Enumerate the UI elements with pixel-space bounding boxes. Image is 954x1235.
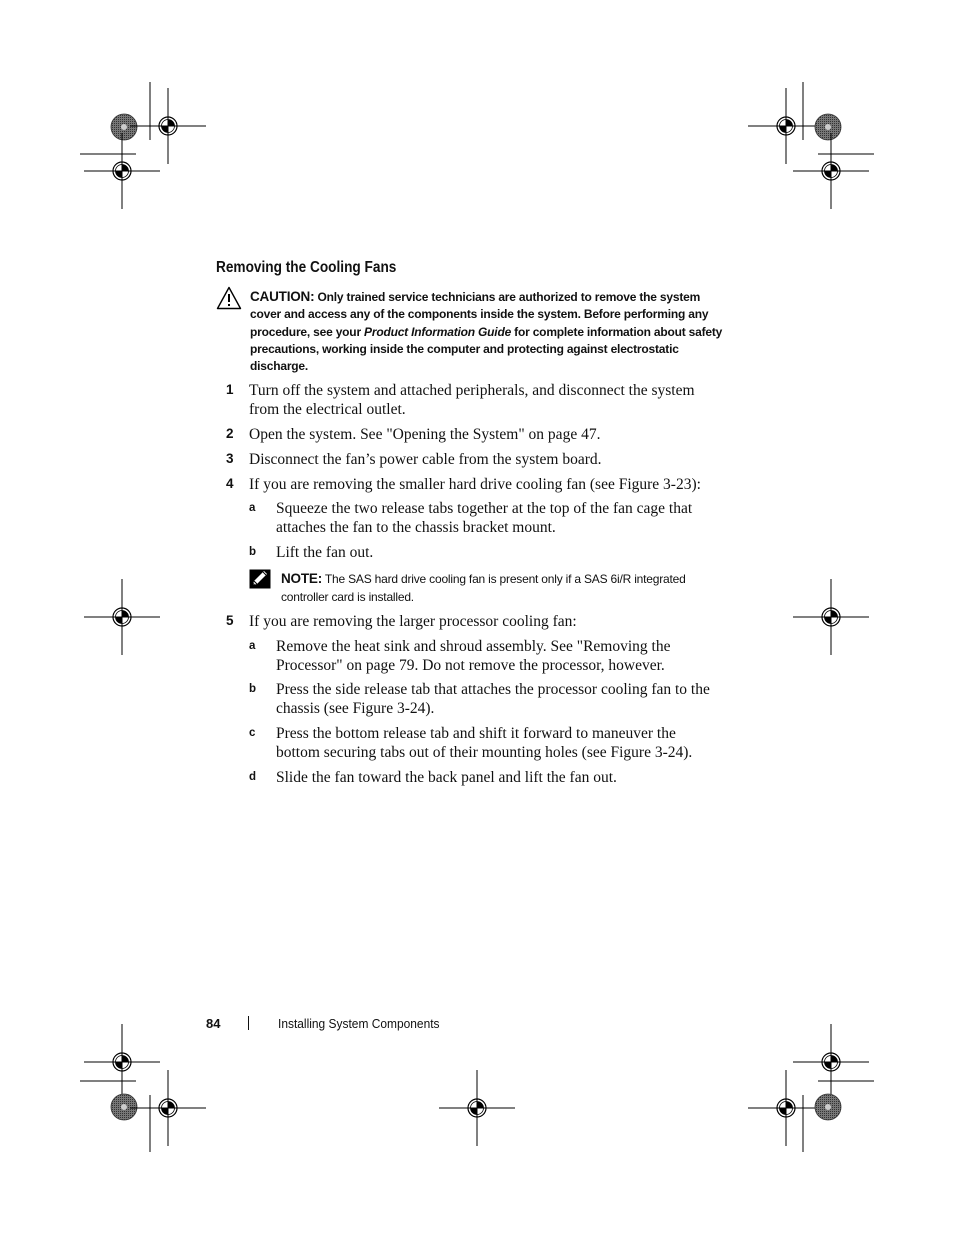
substep-letter: b — [249, 546, 257, 558]
step-number: 4 — [226, 476, 234, 491]
substep-letter: d — [249, 771, 257, 783]
page-number: 84 — [206, 1016, 221, 1031]
substep-text: Slide the fan toward the back panel and lift the fan out. — [276, 769, 617, 786]
step-number: 3 — [226, 451, 234, 466]
pencil-note-icon — [249, 569, 271, 589]
substep-text: Press the side release tab that attaches the processor cooling fan to the chassis (see Figure 3-24). — [276, 681, 710, 717]
note-text — [281, 570, 731, 606]
substep-letter: c — [249, 727, 256, 739]
step-text: Turn off the system and attached peripherals, and disconnect the system from the electrical outlet. — [249, 382, 695, 418]
substep-text: Press the bottom release tab and shift it forward to maneuver the bottom securing tabs out of their mounting holes (see Figure 3-24). — [276, 725, 693, 761]
step-text: If you are removing the larger processor cooling fan: — [249, 613, 577, 630]
substep-text: Remove the heat sink and shroud assembly. See "Removing the Processor" on page 79. Do not remove the processor, however. — [276, 638, 671, 674]
footer-divider — [248, 1016, 249, 1030]
step-text: Open the system. See "Opening the System" on page 47. — [249, 426, 601, 443]
step-text: Disconnect the fan’s power cable from the system board. — [249, 451, 602, 468]
caution-body-end: for complete information about safety precautions, working inside the computer and protecting against electrostatic discharge. — [250, 324, 723, 374]
chapter-title: Installing System Components — [278, 1016, 440, 1031]
caution-body-start: Only trained service technicians are authorized to remove the system cover and access any of the components inside the system. Before performing any procedure, see your — [250, 290, 709, 339]
step-number: 1 — [226, 382, 234, 397]
section-heading: Removing the Cooling Fans — [216, 259, 397, 276]
substep-letter: b — [249, 683, 257, 695]
substep-text: Squeeze the two release tabs together at the top of the fan cage that attaches the fan to the chassis bracket mount. — [276, 500, 693, 536]
warning-triangle-icon — [216, 286, 242, 310]
step-number: 2 — [226, 426, 234, 441]
step-number: 5 — [226, 613, 234, 628]
substep-letter: a — [249, 640, 256, 652]
note-label: NOTE: — [281, 571, 322, 586]
substep-letter: a — [249, 502, 256, 514]
caution-label: CAUTION: — [250, 289, 315, 304]
guide-title: Product Information Guide — [364, 324, 512, 339]
note-body: The SAS hard drive cooling fan is present only if a SAS 6i/R integrated controller card is installed. — [281, 572, 686, 604]
step-text: If you are removing the smaller hard drive cooling fan (see Figure 3-23): — [249, 476, 701, 493]
substep-text: Lift the fan out. — [276, 544, 374, 561]
caution-text — [250, 288, 725, 375]
